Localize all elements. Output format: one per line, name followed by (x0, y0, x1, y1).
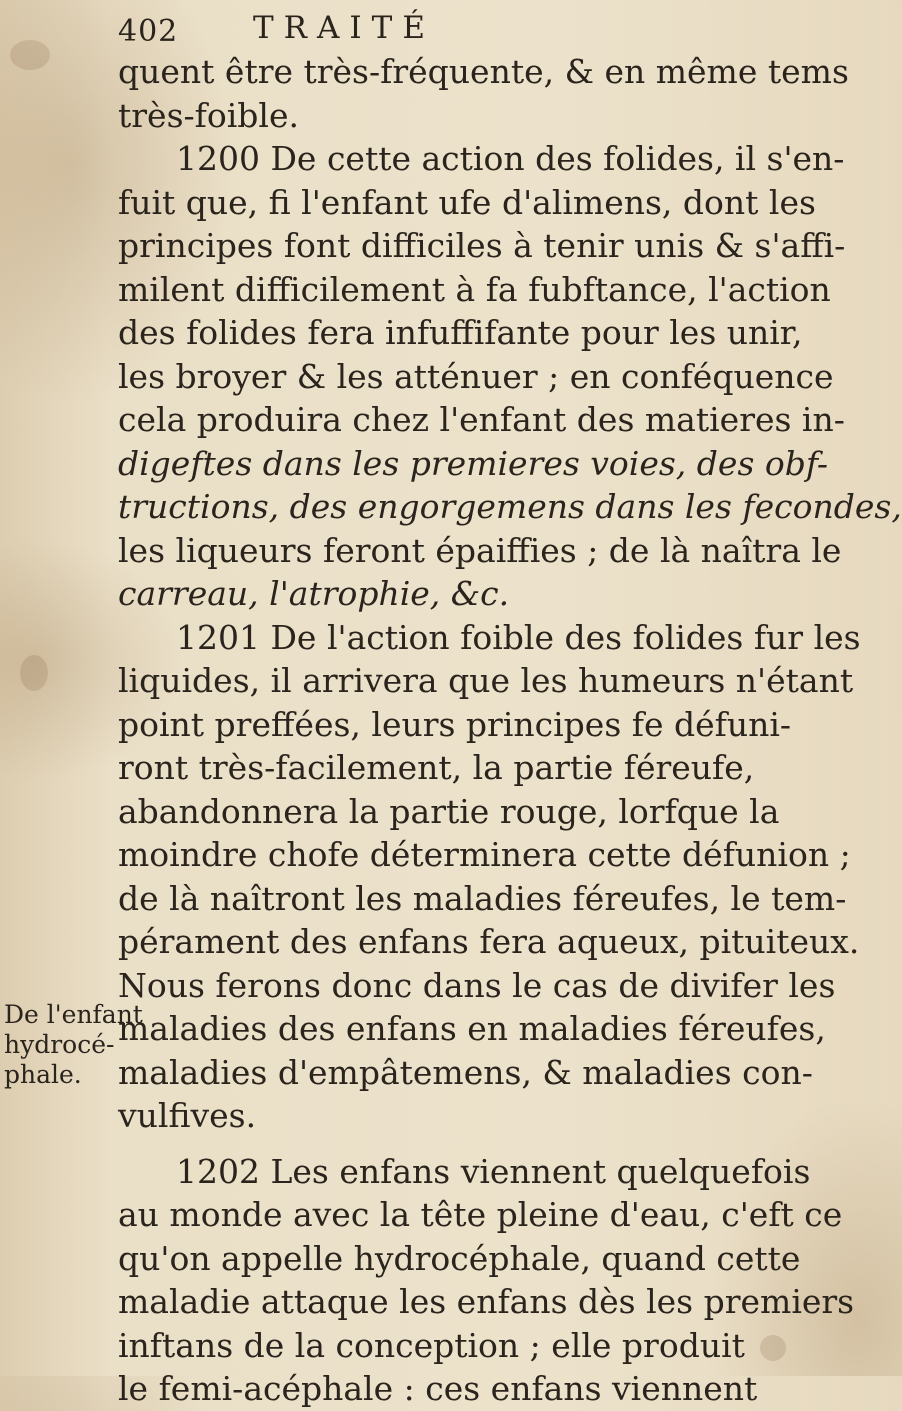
body-text (118, 50, 902, 1411)
text-line: maladies d'empâtemens, & maladies con- (118, 1052, 813, 1092)
text-line: qu'on appelle hydrocéphale, quand cette (118, 1238, 801, 1278)
page-header (118, 8, 718, 52)
text-line: cela produira chez l'enfant des matieres in- (118, 400, 845, 439)
text-line: tructions, des engorgemens dans les fecondes, (118, 487, 902, 526)
text-line: liquides, il arrivera que les humeurs n'étant (118, 661, 854, 700)
margin-note-line: hydrocé- (4, 1030, 115, 1059)
text-line: très-foible. (118, 95, 299, 135)
paragraph-1202 (118, 1150, 855, 1411)
text-line: 1201 De l'action foible des folides fur les (176, 617, 861, 657)
text-line: quent être très-fréquente, & en même tems (118, 52, 849, 91)
page-number: 402 (118, 14, 179, 49)
text-line: au monde avec la tête pleine d'eau, c'eft ce (118, 1195, 843, 1234)
text-line: maladie attaque les enfans dès les premiers (118, 1282, 855, 1321)
margin-note-line: De l'enfant (4, 1000, 143, 1029)
text-line: fuit que, fi l'enfant ufe d'alimens, dont les (118, 182, 816, 222)
text-line: les broyer & les atténuer ; en conféquence (118, 356, 834, 396)
text-line: 1200 De cette action des folides, il s'en- (176, 139, 845, 178)
text-line: milent difficilement à fa fubftance, l'action (118, 269, 831, 309)
paragraph-gap (118, 1138, 798, 1150)
paragraph-continuation (118, 50, 849, 137)
text-line: vulfives. (118, 1096, 257, 1135)
text-line: pérament des enfans fera aqueux, pituiteux. (118, 922, 860, 961)
text-line: le femi-acéphale : ces enfans viennent (118, 1369, 758, 1408)
text-line: principes font difficiles à tenir unis & s'affi- (118, 226, 846, 265)
margin-note-line: phale. (4, 1060, 82, 1089)
text-line: digeftes dans les premieres voies, des obf- (118, 443, 829, 483)
text-line: ront très-facilement, la partie féreufe, (118, 748, 755, 787)
paper-stain (10, 40, 50, 70)
text-line: 1202 Les enfans viennent quelquefois (176, 1151, 811, 1191)
text-line: point preffées, leurs principes fe défuni- (118, 704, 792, 744)
text-line: les liqueurs feront épaiffies ; de là naîtra le (118, 530, 842, 570)
text-line: moindre chofe déterminera cette défunion ; (118, 835, 851, 874)
paragraph-1200 (118, 137, 902, 616)
text-line: de là naîtront les maladies féreufes, le tem- (118, 878, 847, 918)
text-line: Nous ferons donc dans le cas de divifer les (118, 965, 836, 1005)
text-line: abandonnera la partie rouge, lorfque la (118, 791, 780, 831)
margin-note (4, 1000, 143, 1090)
text-line: des folides fera infuffifante pour les unir, (118, 313, 803, 352)
text-line: inftans de la conception ; elle produit (118, 1325, 745, 1365)
running-head: TRAITÉ (253, 10, 435, 46)
paper-stain (20, 655, 48, 691)
text-line: maladies des enfans en maladies féreufes, (118, 1009, 826, 1048)
paragraph-1201 (118, 616, 861, 1138)
text-line: carreau, l'atrophie, &c. (118, 574, 510, 613)
